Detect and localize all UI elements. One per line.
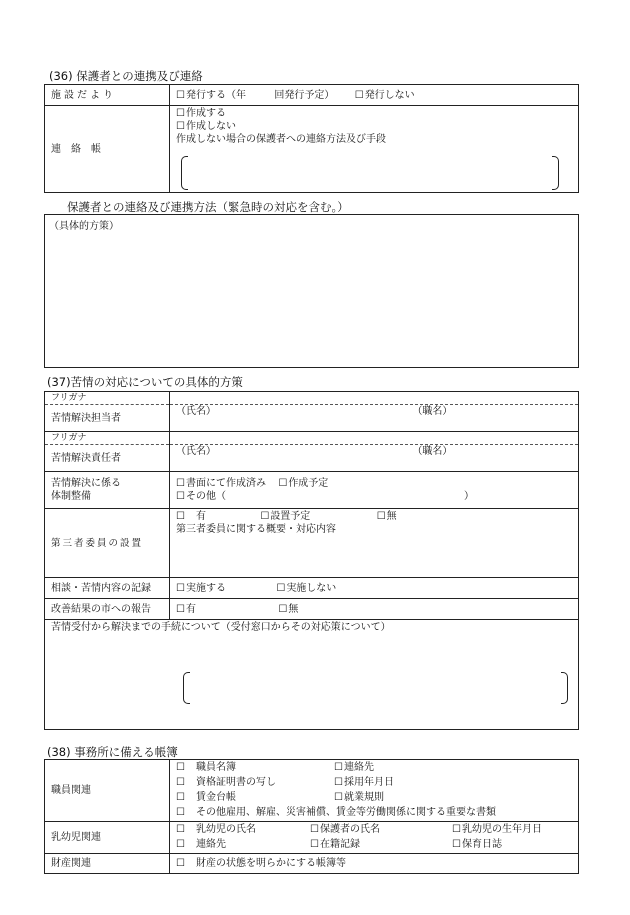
system-planned-checkbox[interactable]: ☐ 作成予定: [278, 478, 328, 489]
resolver-fields[interactable]: [170, 405, 579, 432]
procedure-bracket-right: [561, 672, 568, 704]
resolver-title-label: （職名）: [412, 406, 453, 417]
responsible-fields[interactable]: [170, 445, 579, 472]
system-options: [170, 472, 579, 509]
staff-contact-checkbox[interactable]: ☐ 連絡先: [334, 761, 374, 774]
staff-wage-checkbox[interactable]: ☐ 賃金台帳: [176, 792, 236, 803]
resolver-label: 苦情解決担当者: [45, 405, 170, 432]
furigana-label-2: フリガナ: [45, 432, 170, 445]
child-label: 乳幼児関連: [45, 822, 170, 854]
resolver-name-label: （氏名）: [176, 406, 216, 417]
contact-bracket-right: [552, 156, 559, 190]
third-party-no-checkbox[interactable]: ☐ 無: [377, 511, 397, 522]
guardian-name-checkbox[interactable]: ☐ 保護者の氏名: [310, 823, 380, 836]
procedure-bracket-left: [183, 672, 190, 704]
contact-alt-note: 作成しない場合の保護者への連絡方法及び手段: [176, 134, 386, 145]
report-yes-checkbox[interactable]: ☐ 有: [176, 604, 196, 615]
newsletter-row: [45, 85, 579, 106]
staff-other-checkbox[interactable]: ☐ その他雇用、解雇、災害補償、賃金等労働関係に関する重要な書類: [176, 807, 496, 818]
report-no-checkbox[interactable]: ☐ 無: [278, 604, 298, 615]
section-38-heading: (38) 事務所に備える帳簿: [47, 745, 178, 759]
third-party-label: 第三者委員の設置: [45, 509, 170, 578]
contact-method-heading: 保護者との連絡及び連携方法（緊急時の対応を含む。）: [67, 200, 349, 214]
contact-none-checkbox[interactable]: ☐ 作成しない: [176, 120, 572, 133]
enrollment-record-checkbox[interactable]: ☐ 在籍記録: [310, 838, 360, 851]
contact-book-label: 連 絡 帳: [45, 106, 170, 193]
third-party-options: [170, 509, 579, 578]
staff-hire-date-checkbox[interactable]: ☐ 採用年月日: [334, 776, 394, 789]
parent-contact-table: [44, 84, 579, 193]
ledger-table: [44, 759, 579, 874]
procedure-note: 苦情受付から解決までの手続について（受付窓口からその対応策について）: [51, 622, 391, 633]
third-party-yes-checkbox[interactable]: ☐ 有: [176, 511, 206, 522]
contact-method-box[interactable]: [44, 214, 579, 368]
furigana-label-1: フリガナ: [45, 392, 170, 405]
responsible-label: 苦情解決責任者: [45, 445, 170, 472]
record-options: [170, 578, 579, 599]
child-contact-checkbox[interactable]: ☐ 連絡先: [176, 839, 226, 850]
responsible-name-label: （氏名）: [176, 446, 216, 457]
newsletter-label: 施設だより: [45, 85, 170, 106]
resolver-furigana-field[interactable]: [170, 392, 579, 405]
system-other-close: ）: [464, 491, 474, 502]
child-options: [170, 822, 579, 854]
third-party-planned-checkbox[interactable]: ☐ 設置予定: [260, 511, 310, 522]
newsletter-issue-count: 回発行予定）: [274, 89, 335, 101]
newsletter-none-checkbox[interactable]: ☐ 発行しない: [355, 90, 415, 101]
record-yes-checkbox[interactable]: ☐ 実施する: [176, 583, 226, 594]
contact-create-checkbox[interactable]: ☐ 作成する: [176, 107, 572, 120]
staff-label: 職員関連: [45, 760, 170, 822]
property-label: 財産関連: [45, 854, 170, 874]
staff-rules-checkbox[interactable]: ☐ 就業規則: [334, 791, 384, 804]
section-36-heading: (36) 保護者との連携及び連絡: [49, 69, 203, 83]
contact-book-options: [170, 106, 579, 193]
property-options: [170, 854, 579, 874]
staff-options: [170, 760, 579, 822]
staff-cert-checkbox[interactable]: ☐ 資格証明書の写し: [176, 777, 276, 788]
record-no-checkbox[interactable]: ☐ 実施しない: [276, 583, 336, 594]
responsible-furigana-field[interactable]: [170, 432, 579, 445]
complaint-table: [44, 391, 579, 730]
child-birthdate-checkbox[interactable]: ☐ 乳幼児の生年月日: [452, 823, 542, 836]
system-written-checkbox[interactable]: ☐ 書面にて作成済み: [176, 478, 266, 489]
staff-roster-checkbox[interactable]: ☐ 職員名簿: [176, 762, 236, 773]
system-label: 苦情解決に係る 体制整備: [45, 472, 170, 509]
care-diary-checkbox[interactable]: ☐ 保育日誌: [452, 838, 502, 851]
system-other-checkbox[interactable]: ☐ その他（: [176, 491, 226, 502]
procedure-box[interactable]: [45, 620, 579, 730]
report-options: [170, 599, 579, 620]
contact-book-row: [45, 106, 579, 193]
newsletter-issue-checkbox[interactable]: ☐ 発行する（年: [176, 90, 246, 101]
report-label: 改善結果の市への報告: [45, 599, 170, 620]
third-party-note: 第三者委員に関する概要・対応内容: [176, 524, 336, 535]
newsletter-options: [170, 85, 579, 106]
section-37-heading: (37)苦情の対応についての具体的方策: [47, 375, 243, 389]
contact-bracket-left: [181, 156, 188, 190]
property-ledger-checkbox[interactable]: ☐ 財産の状態を明らかにする帳簿等: [176, 858, 346, 869]
responsible-title-label: （職名）: [412, 446, 453, 457]
child-name-checkbox[interactable]: ☐ 乳幼児の氏名: [176, 824, 256, 835]
method-box-label: （具体的方策）: [49, 221, 119, 232]
record-label: 相談・苦情内容の記録: [45, 578, 170, 599]
